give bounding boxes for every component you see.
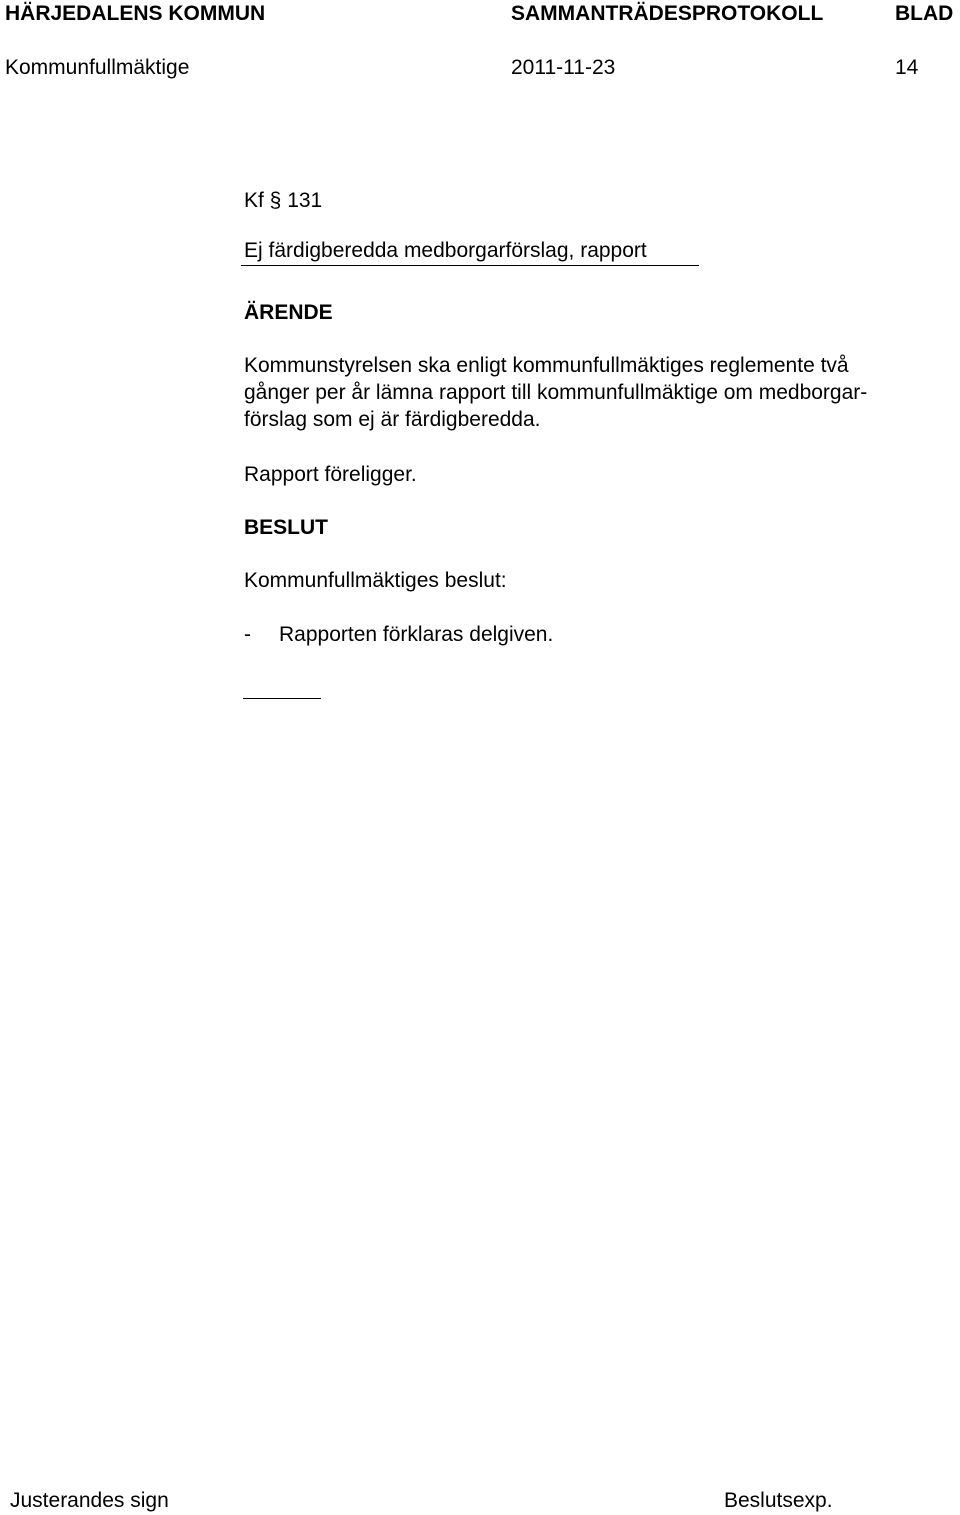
bullet-marker: -: [244, 623, 251, 646]
arende-note: Rapport föreligger.: [244, 463, 417, 486]
arende-line: förslag som ej är färdigberedda.: [244, 408, 541, 431]
arende-paragraph: [244, 352, 944, 433]
section-end-rule: [243, 698, 321, 699]
paragraph-reference: Kf § 131: [244, 189, 323, 212]
beslut-item: Rapporten förklaras delgiven.: [279, 623, 554, 646]
title-underline: [241, 265, 699, 266]
sheet-label: BLAD: [895, 2, 954, 25]
arende-line: gånger per år lämna rapport till kommunfullmäktige om medborgar-: [244, 381, 868, 404]
meeting-body: Kommunfullmäktige: [5, 56, 190, 79]
document-type: SAMMANTRÄDESPROTOKOLL: [511, 2, 824, 25]
footer-justerandes-sign: Justerandes sign: [10, 1489, 169, 1512]
footer-beslutsexp: Beslutsexp.: [724, 1489, 833, 1512]
meeting-date: 2011-11-23: [511, 56, 616, 79]
sheet-number: 14: [895, 56, 919, 79]
section-title: Ej färdigberedda medborgarförslag, rapport: [244, 239, 647, 262]
arende-heading: ÄRENDE: [244, 301, 333, 324]
beslut-intro: Kommunfullmäktiges beslut:: [244, 569, 507, 592]
organization-name: HÄRJEDALENS KOMMUN: [5, 2, 266, 25]
beslut-heading: BESLUT: [244, 516, 328, 539]
arende-line: Kommunstyrelsen ska enligt kommunfullmäktiges reglemente två: [244, 354, 849, 377]
